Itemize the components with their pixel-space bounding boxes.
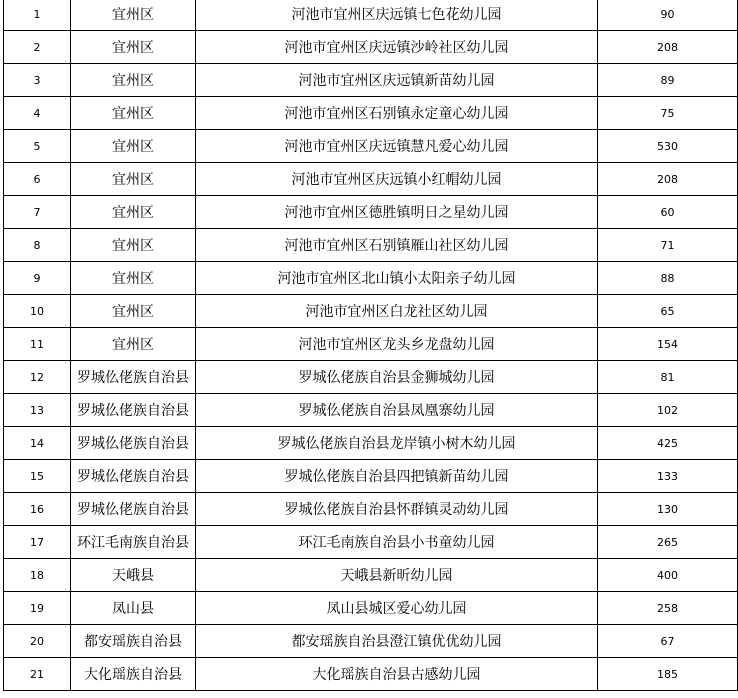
district-cell: 罗城仫佬族自治县	[71, 427, 196, 460]
row-number-cell: 15	[4, 460, 71, 493]
district-cell: 罗城仫佬族自治县	[71, 460, 196, 493]
count-cell: 60	[598, 196, 738, 229]
table-row	[4, 592, 738, 625]
kindergarten-name-cell: 罗城仫佬族自治县四把镇新苗幼儿园	[196, 460, 598, 493]
table-row	[4, 526, 738, 559]
kindergarten-name-cell: 罗城仫佬族自治县怀群镇灵动幼儿园	[196, 493, 598, 526]
district-cell: 宜州区	[71, 64, 196, 97]
count-cell: 258	[598, 592, 738, 625]
district-cell: 宜州区	[71, 0, 196, 31]
kindergarten-name-cell: 都安瑶族自治县澄江镇优优幼儿园	[196, 625, 598, 658]
count-cell: 185	[598, 658, 738, 691]
table-body	[4, 0, 738, 691]
count-cell: 154	[598, 328, 738, 361]
count-cell: 89	[598, 64, 738, 97]
kindergarten-name-cell: 河池市宜州区北山镇小太阳亲子幼儿园	[196, 262, 598, 295]
row-number-cell: 7	[4, 196, 71, 229]
row-number-cell: 19	[4, 592, 71, 625]
table-row	[4, 0, 738, 31]
count-cell: 400	[598, 559, 738, 592]
district-cell: 宜州区	[71, 295, 196, 328]
kindergarten-name-cell: 河池市宜州区庆远镇新苗幼儿园	[196, 64, 598, 97]
row-number-cell: 5	[4, 130, 71, 163]
kindergarten-name-cell: 河池市宜州区石别镇永定童心幼儿园	[196, 97, 598, 130]
table-row	[4, 559, 738, 592]
table-row	[4, 427, 738, 460]
table-row	[4, 229, 738, 262]
row-number-cell: 10	[4, 295, 71, 328]
kindergarten-name-cell: 环江毛南族自治县小书童幼儿园	[196, 526, 598, 559]
count-cell: 530	[598, 130, 738, 163]
kindergarten-name-cell: 河池市宜州区石别镇雁山社区幼儿园	[196, 229, 598, 262]
count-cell: 81	[598, 361, 738, 394]
district-cell: 宜州区	[71, 262, 196, 295]
count-cell: 208	[598, 163, 738, 196]
table-row	[4, 295, 738, 328]
kindergarten-name-cell: 罗城仫佬族自治县龙岸镇小树木幼儿园	[196, 427, 598, 460]
count-cell: 90	[598, 0, 738, 31]
row-number-cell: 20	[4, 625, 71, 658]
table-row	[4, 493, 738, 526]
district-cell: 宜州区	[71, 97, 196, 130]
table-row	[4, 31, 738, 64]
table-row	[4, 64, 738, 97]
row-number-cell: 21	[4, 658, 71, 691]
row-number-cell: 13	[4, 394, 71, 427]
kindergarten-name-cell: 河池市宜州区白龙社区幼儿园	[196, 295, 598, 328]
district-cell: 罗城仫佬族自治县	[71, 493, 196, 526]
count-cell: 425	[598, 427, 738, 460]
row-number-cell: 1	[4, 0, 71, 31]
kindergarten-name-cell: 大化瑶族自治县古感幼儿园	[196, 658, 598, 691]
district-cell: 宜州区	[71, 196, 196, 229]
table-row	[4, 97, 738, 130]
row-number-cell: 18	[4, 559, 71, 592]
kindergarten-name-cell: 凤山县城区爱心幼儿园	[196, 592, 598, 625]
kindergarten-name-cell: 河池市宜州区德胜镇明日之星幼儿园	[196, 196, 598, 229]
row-number-cell: 16	[4, 493, 71, 526]
count-cell: 265	[598, 526, 738, 559]
count-cell: 133	[598, 460, 738, 493]
count-cell: 130	[598, 493, 738, 526]
table-row	[4, 460, 738, 493]
district-cell: 凤山县	[71, 592, 196, 625]
kindergarten-name-cell: 罗城仫佬族自治县金狮城幼儿园	[196, 361, 598, 394]
district-cell: 天峨县	[71, 559, 196, 592]
table-row	[4, 625, 738, 658]
row-number-cell: 6	[4, 163, 71, 196]
count-cell: 88	[598, 262, 738, 295]
row-number-cell: 12	[4, 361, 71, 394]
district-cell: 宜州区	[71, 163, 196, 196]
table-row	[4, 130, 738, 163]
kindergarten-name-cell: 河池市宜州区庆远镇沙岭社区幼儿园	[196, 31, 598, 64]
row-number-cell: 3	[4, 64, 71, 97]
district-cell: 都安瑶族自治县	[71, 625, 196, 658]
district-cell: 环江毛南族自治县	[71, 526, 196, 559]
kindergarten-name-cell: 河池市宜州区庆远镇慧凡爱心幼儿园	[196, 130, 598, 163]
kindergarten-name-cell: 天峨县新昕幼儿园	[196, 559, 598, 592]
count-cell: 208	[598, 31, 738, 64]
table-row	[4, 163, 738, 196]
count-cell: 65	[598, 295, 738, 328]
row-number-cell: 9	[4, 262, 71, 295]
district-cell: 宜州区	[71, 31, 196, 64]
kindergarten-name-cell: 河池市宜州区庆远镇七色花幼儿园	[196, 0, 598, 31]
district-cell: 宜州区	[71, 328, 196, 361]
row-number-cell: 17	[4, 526, 71, 559]
kindergarten-name-cell: 罗城仫佬族自治县凤凰寨幼儿园	[196, 394, 598, 427]
district-cell: 大化瑶族自治县	[71, 658, 196, 691]
district-cell: 罗城仫佬族自治县	[71, 361, 196, 394]
row-number-cell: 14	[4, 427, 71, 460]
row-number-cell: 2	[4, 31, 71, 64]
table-row	[4, 658, 738, 691]
kindergarten-name-cell: 河池市宜州区龙头乡龙盘幼儿园	[196, 328, 598, 361]
row-number-cell: 8	[4, 229, 71, 262]
table-row	[4, 328, 738, 361]
count-cell: 67	[598, 625, 738, 658]
row-number-cell: 4	[4, 97, 71, 130]
count-cell: 75	[598, 97, 738, 130]
count-cell: 102	[598, 394, 738, 427]
table-row	[4, 196, 738, 229]
district-cell: 宜州区	[71, 229, 196, 262]
kindergarten-table	[3, 0, 738, 691]
district-cell: 宜州区	[71, 130, 196, 163]
row-number-cell: 11	[4, 328, 71, 361]
table-row	[4, 394, 738, 427]
count-cell: 71	[598, 229, 738, 262]
table-row	[4, 262, 738, 295]
district-cell: 罗城仫佬族自治县	[71, 394, 196, 427]
table-row	[4, 361, 738, 394]
kindergarten-name-cell: 河池市宜州区庆远镇小红帽幼儿园	[196, 163, 598, 196]
